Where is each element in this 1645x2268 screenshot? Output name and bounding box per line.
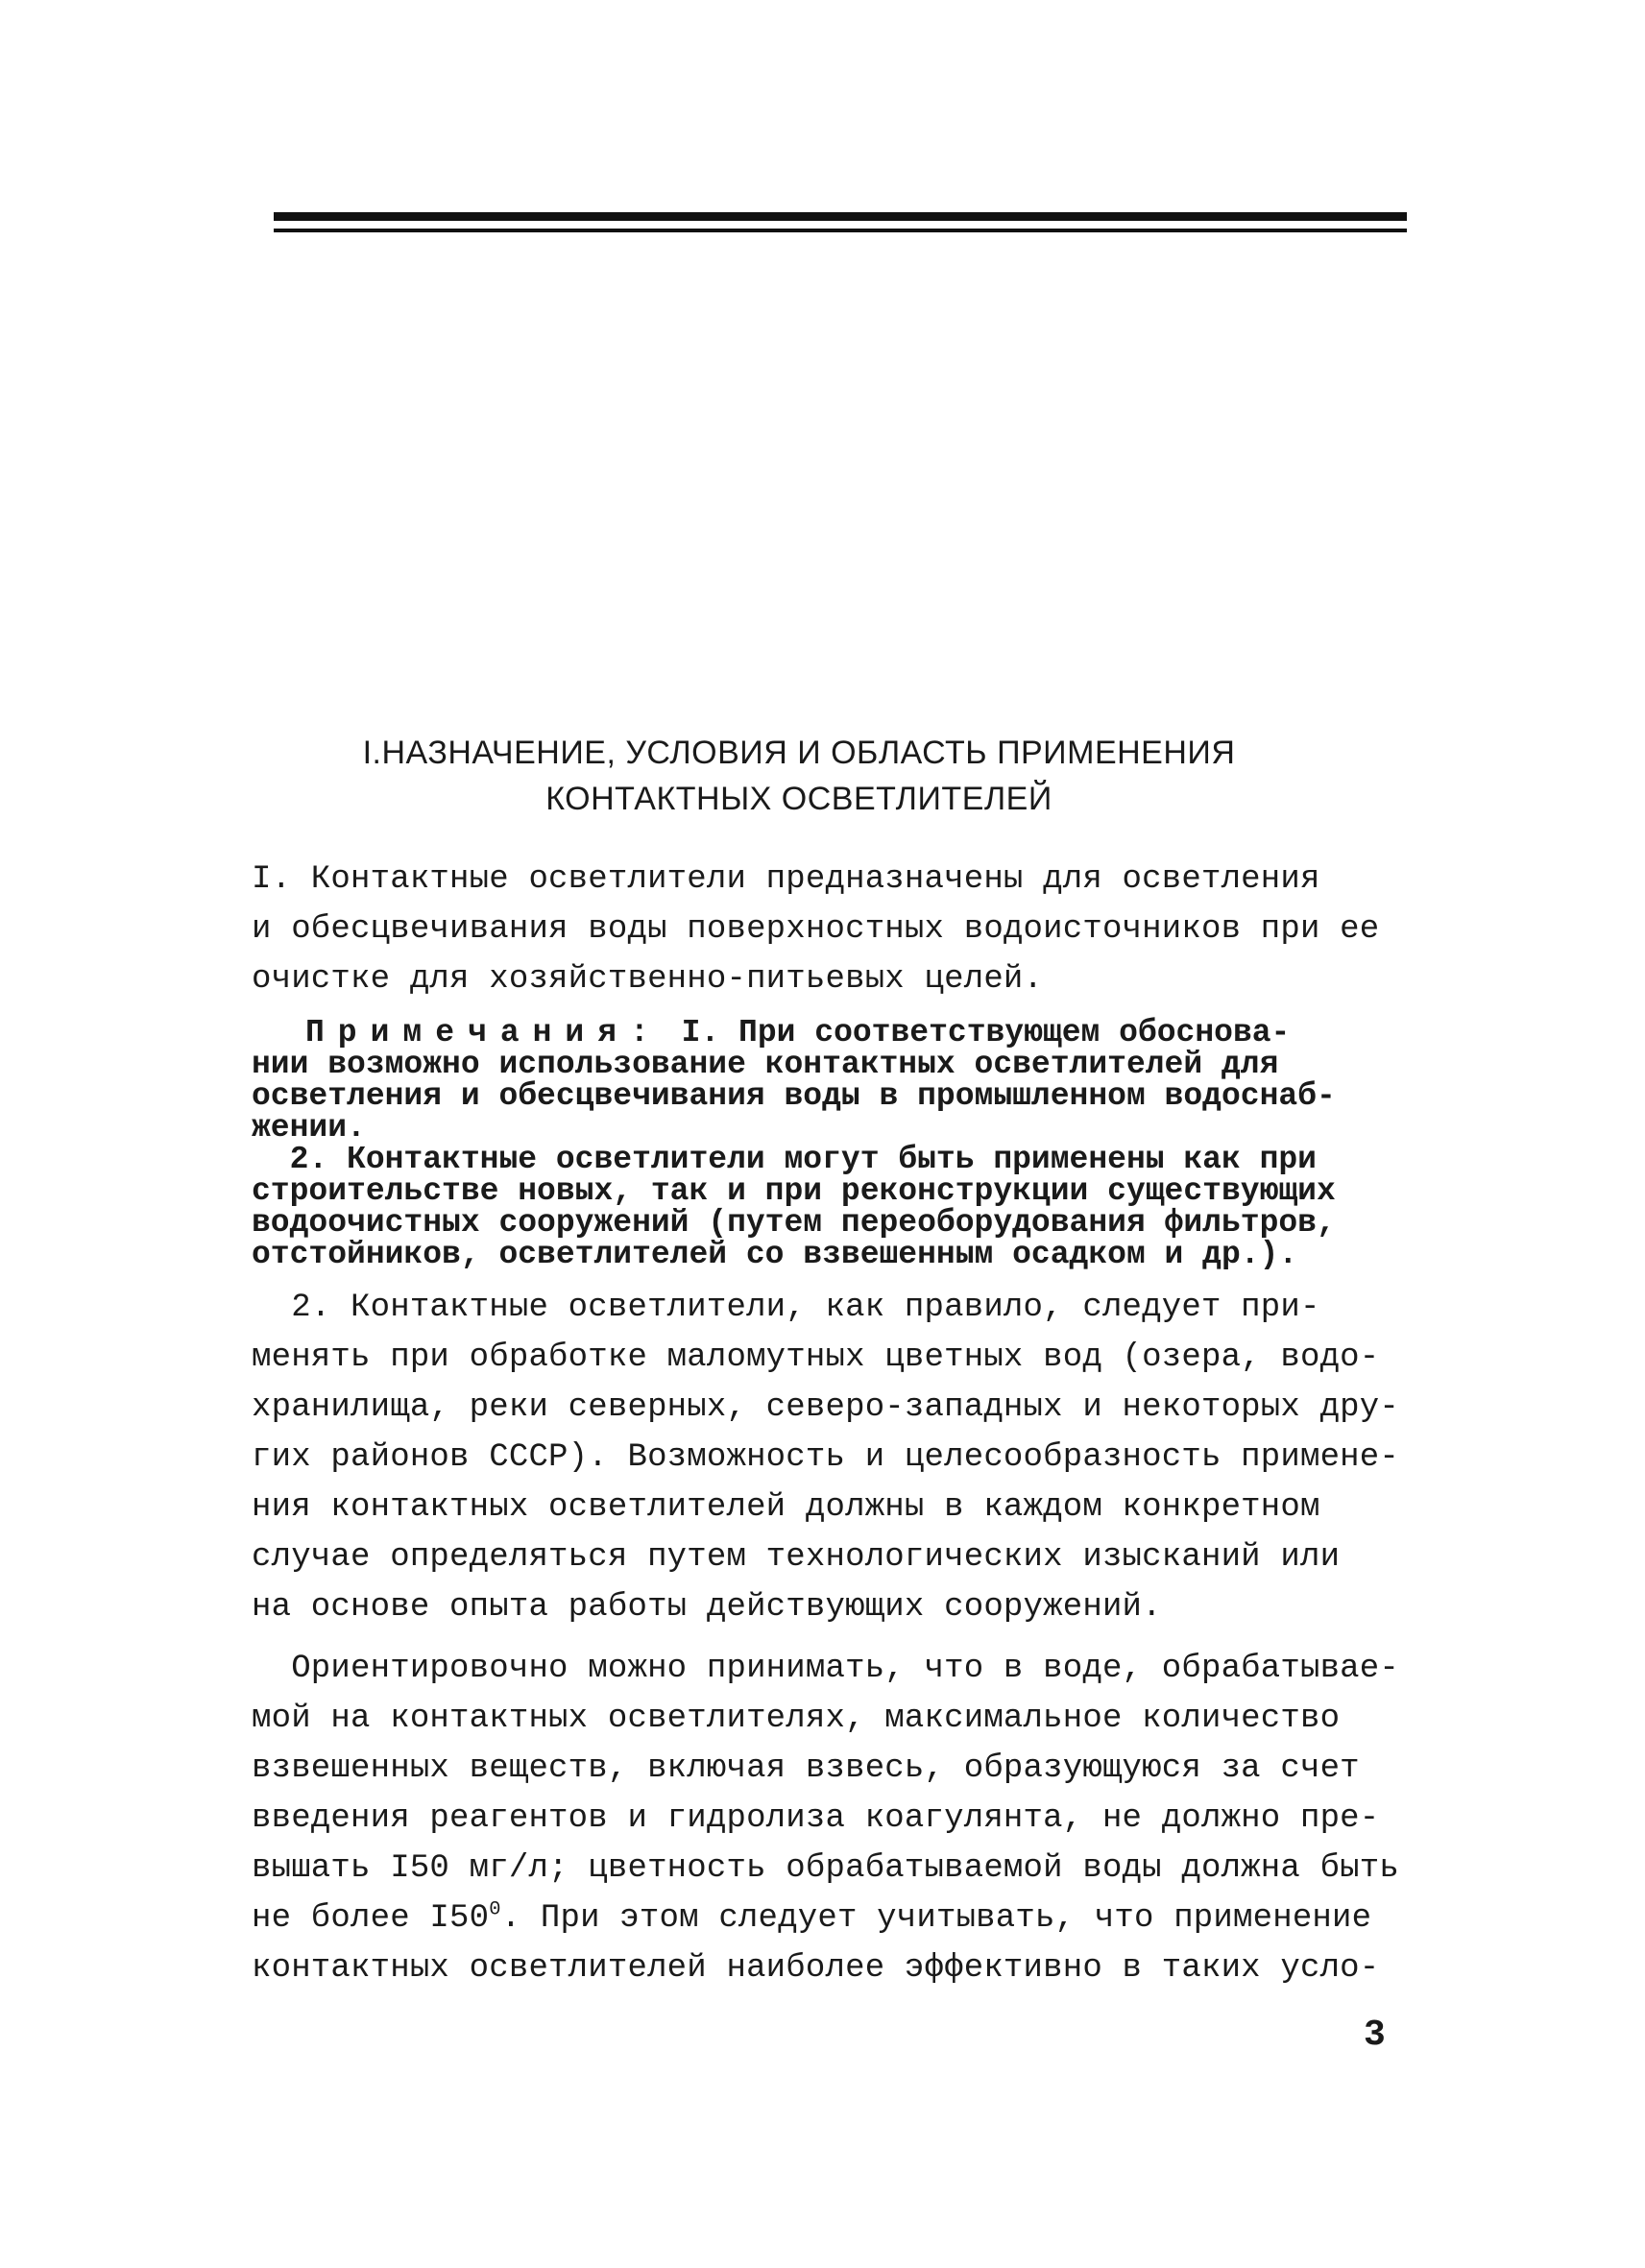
paragraph-2-line-3: хранилища, реки северных, северо-западных и некоторых дру- <box>252 1389 1399 1426</box>
header-rule-thin <box>274 229 1407 232</box>
degree-line-after: . При этом следует учитывать, что применение <box>500 1900 1372 1937</box>
degree-superscript: 0 <box>489 1898 501 1921</box>
paragraph-2-line-7: на основе опыта работы действующих сооружений. <box>252 1589 1162 1626</box>
header-rule-thick <box>274 212 1407 221</box>
paragraph-2-line-5: ния контактных осветлителей должны в каждом конкретном <box>252 1489 1320 1526</box>
paragraph-2-line-1: 2. Контактные осветлители, как правило, следует при- <box>252 1290 1320 1326</box>
paragraph-2-line-4: гих районов СССР). Возможность и целесообразность примене- <box>252 1439 1399 1476</box>
notes-line: нии возможно использование контактных осветлителей для <box>252 1047 1279 1082</box>
paragraph-1-line-1: I. Контактные осветлители предназначены для осветления <box>252 861 1320 898</box>
paragraph-1-line-2: и обесцвечивания воды поверхностных водоисточников при ее <box>252 911 1380 948</box>
notes-line: строительстве новых, так и при реконструкции существующих <box>252 1173 1336 1209</box>
paragraph-3-line-3: взвешенных веществ, включая взвесь, образующуюся за счет <box>252 1750 1360 1787</box>
paragraph-3-line-6 <box>252 1894 1371 1943</box>
notes-line: отстойников, осветлителей со взвешенным осадком и др.). <box>252 1237 1298 1272</box>
notes-line: жении. <box>252 1110 366 1146</box>
section-title-line-2: КОНТАКТНЫХ ОСВЕТЛИТЕЛЕЙ <box>545 781 1052 817</box>
degree-line-before: не более I50 <box>252 1900 490 1937</box>
paragraph-2-line-6: случае определяться путем технологических изысканий или <box>252 1539 1341 1576</box>
notes-line: 2. Контактные осветлители могут быть применены как при <box>252 1142 1317 1177</box>
paragraph-3-line-1: Ориентировочно можно принимать, что в воде, обрабатывае- <box>252 1651 1399 1687</box>
paragraph-3-line-5: вышать I50 мг/л; цветность обрабатываемой воды должна быть <box>252 1850 1399 1887</box>
notes-first-line <box>305 1016 1290 1050</box>
notes-line: водоочистных сооружений (путем переоборудования фильтров, <box>252 1205 1336 1241</box>
notes-line: осветления и обесцвечивания воды в промышленном водоснаб- <box>252 1078 1336 1114</box>
section-title-line-1: I.НАЗНАЧЕНИЕ, УСЛОВИЯ И ОБЛАСТЬ ПРИМЕНЕНИЯ <box>362 735 1236 771</box>
paragraph-2-line-2: менять при обработке маломутных цветных вод (озера, водо- <box>252 1339 1380 1376</box>
notes-label: Примечания: <box>305 1015 663 1050</box>
paragraph-3-line-7: контактных осветлителей наиболее эффективно в таких усло- <box>252 1950 1380 1987</box>
page-number: 3 <box>1364 2015 1386 2056</box>
paragraph-3-line-4: введения реагентов и гидролиза коагулянта, не должно пре- <box>252 1800 1380 1837</box>
paragraph-1-line-3: очистке для хозяйственно-питьевых целей. <box>252 961 1044 998</box>
paragraph-3-line-2: мой на контактных осветлителях, максимальное количество <box>252 1701 1341 1737</box>
notes-line-1-rest: I. При соответствующем обоснова- <box>662 1015 1291 1050</box>
